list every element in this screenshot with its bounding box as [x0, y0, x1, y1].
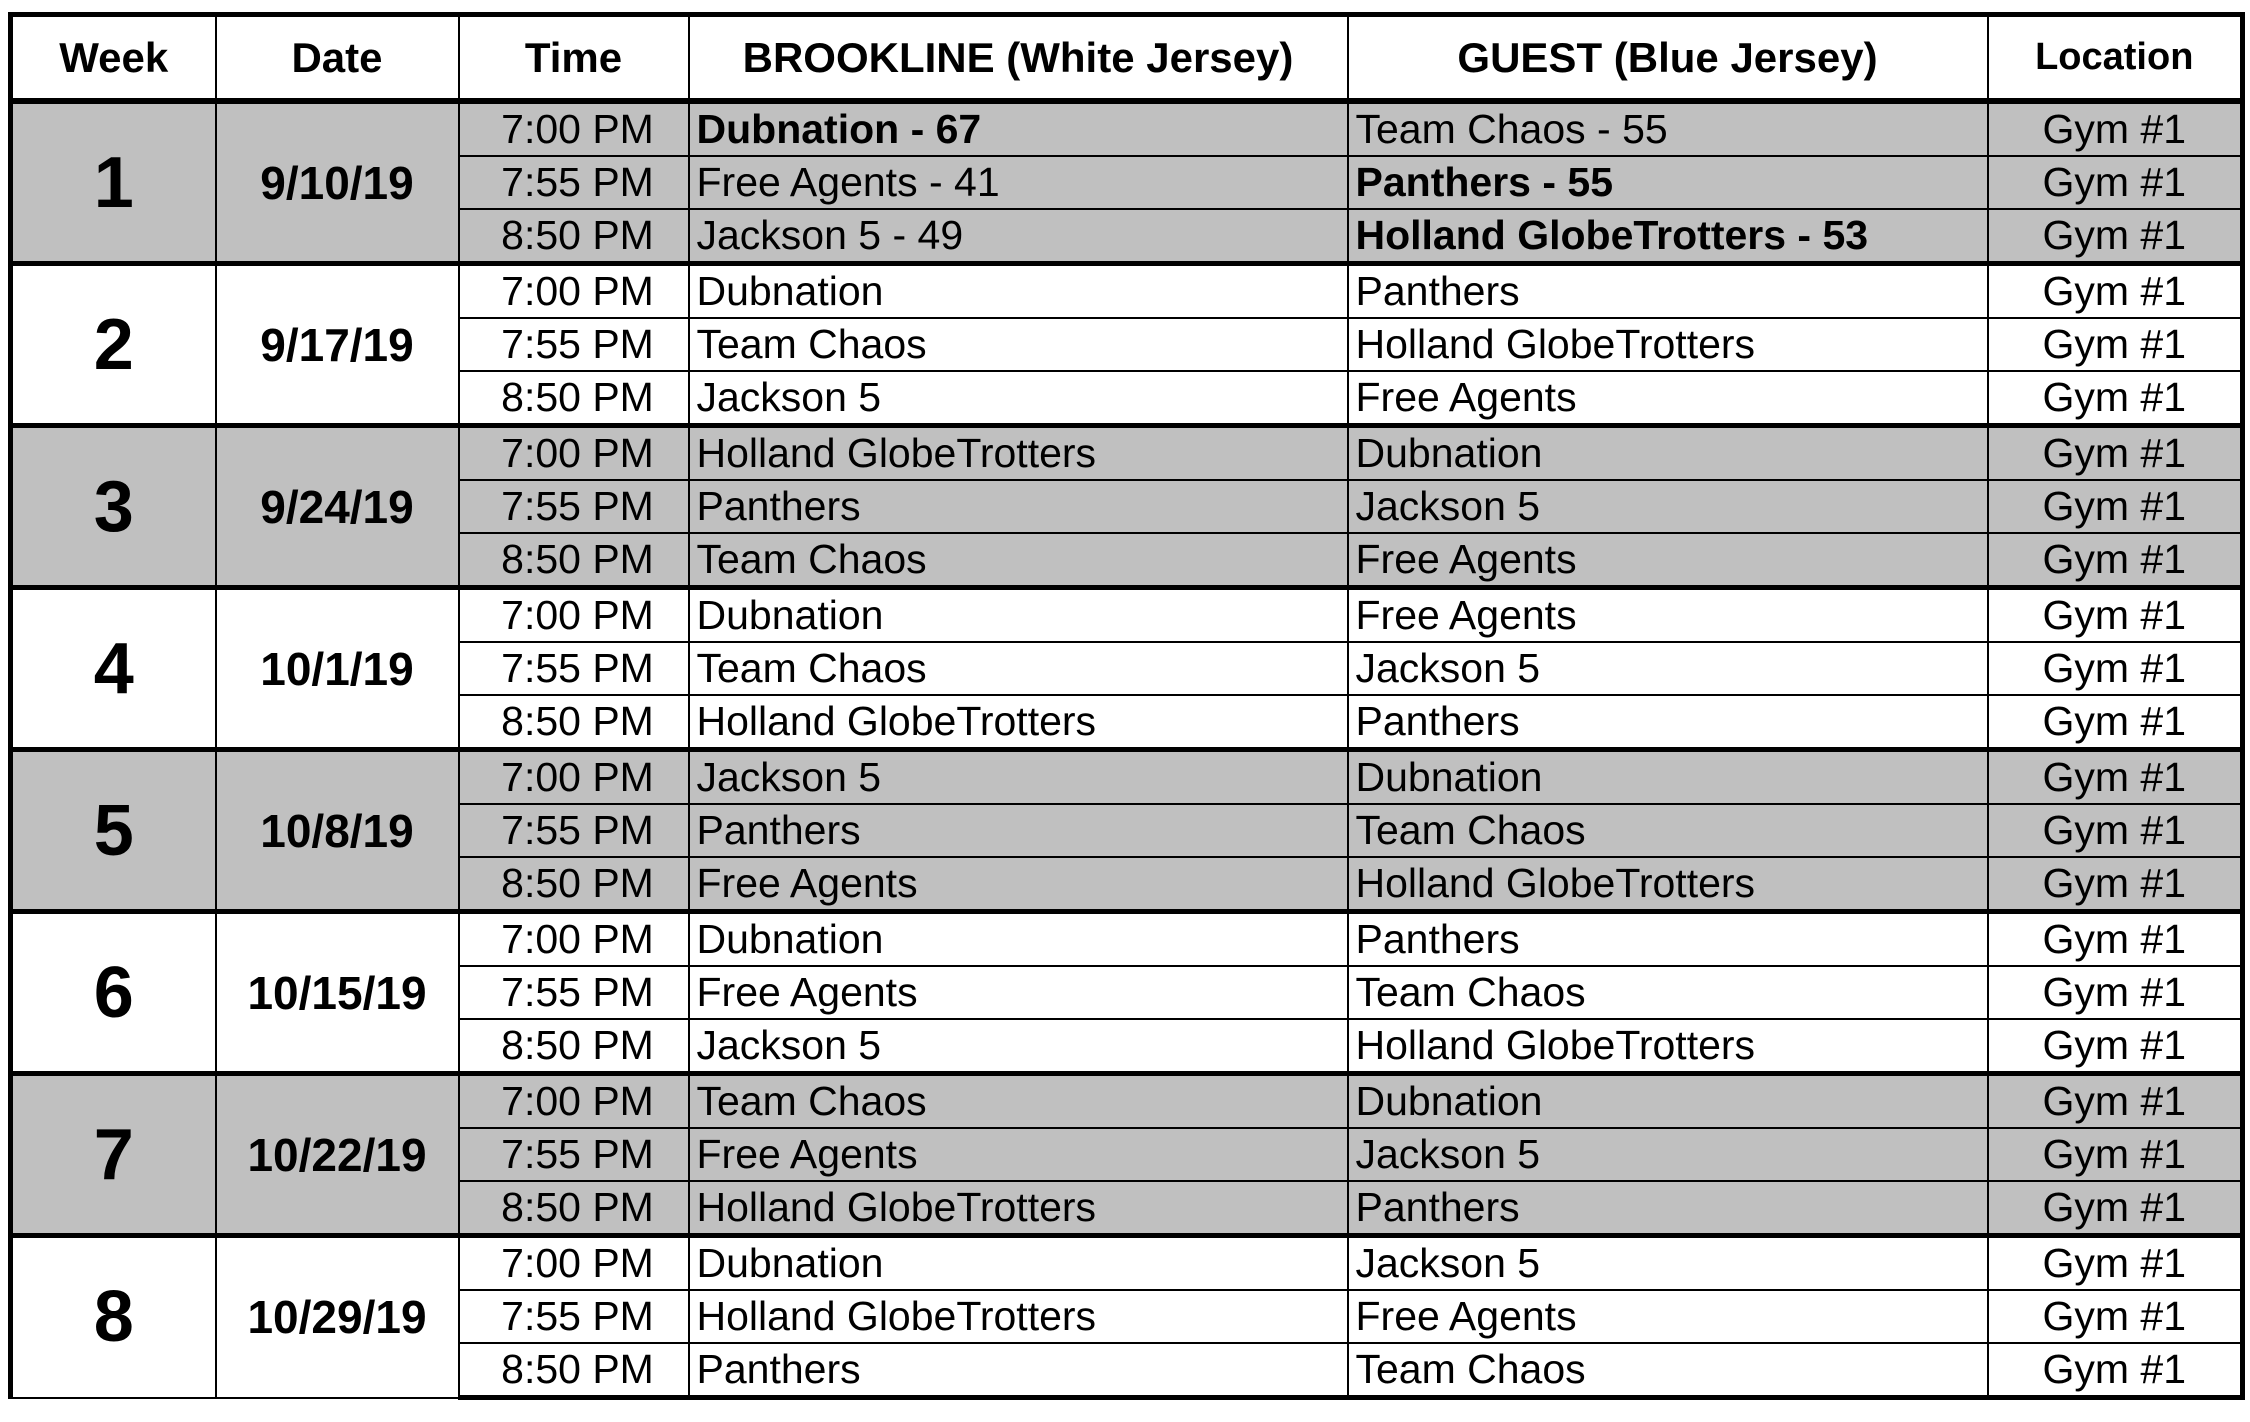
guest-team: Holland GlobeTrotters [1348, 318, 1988, 371]
home-team: Dubnation [689, 264, 1348, 319]
week-group [11, 1236, 2243, 1398]
guest-team: Free Agents [1348, 533, 1988, 588]
week-group [11, 264, 2243, 426]
week-group [11, 1074, 2243, 1236]
game-time: 7:00 PM [459, 426, 689, 481]
game-location: Gym #1 [1988, 588, 2243, 643]
game-date: 9/17/19 [216, 264, 459, 426]
game-location: Gym #1 [1988, 804, 2243, 857]
game-time: 8:50 PM [459, 695, 689, 750]
week-number: 1 [11, 101, 216, 264]
home-team: Holland GlobeTrotters [689, 1290, 1348, 1343]
home-team: Dubnation [689, 912, 1348, 967]
game-location: Gym #1 [1988, 966, 2243, 1019]
game-location: Gym #1 [1988, 101, 2243, 156]
guest-team: Team Chaos [1348, 804, 1988, 857]
game-time: 8:50 PM [459, 209, 689, 264]
game-time: 7:00 PM [459, 750, 689, 805]
game-row [11, 101, 2243, 156]
game-location: Gym #1 [1988, 426, 2243, 481]
game-time: 8:50 PM [459, 1181, 689, 1236]
home-team: Free Agents [689, 857, 1348, 912]
game-location: Gym #1 [1988, 1074, 2243, 1129]
guest-team: Holland GlobeTrotters [1348, 1019, 1988, 1074]
home-team: Team Chaos [689, 642, 1348, 695]
week-number: 3 [11, 426, 216, 588]
game-location: Gym #1 [1988, 1128, 2243, 1181]
header-time: Time [459, 15, 689, 102]
game-row [11, 750, 2243, 805]
game-location: Gym #1 [1988, 480, 2243, 533]
game-time: 8:50 PM [459, 1019, 689, 1074]
game-row [11, 264, 2243, 319]
game-time: 8:50 PM [459, 533, 689, 588]
guest-team: Team Chaos [1348, 966, 1988, 1019]
game-date: 10/22/19 [216, 1074, 459, 1236]
guest-team: Jackson 5 [1348, 1128, 1988, 1181]
week-number: 4 [11, 588, 216, 750]
game-row [11, 426, 2243, 481]
guest-team: Panthers [1348, 264, 1988, 319]
game-date: 10/29/19 [216, 1236, 459, 1398]
guest-team: Holland GlobeTrotters - 53 [1348, 209, 1988, 264]
game-time: 7:00 PM [459, 588, 689, 643]
week-number: 7 [11, 1074, 216, 1236]
home-team: Dubnation - 67 [689, 101, 1348, 156]
home-team: Free Agents [689, 1128, 1348, 1181]
guest-team: Dubnation [1348, 426, 1988, 481]
game-date: 9/24/19 [216, 426, 459, 588]
game-time: 7:00 PM [459, 1236, 689, 1291]
guest-team: Jackson 5 [1348, 1236, 1988, 1291]
home-team: Jackson 5 [689, 1019, 1348, 1074]
week-group [11, 426, 2243, 588]
game-row [11, 912, 2243, 967]
game-time: 7:55 PM [459, 156, 689, 209]
home-team: Holland GlobeTrotters [689, 695, 1348, 750]
guest-team: Free Agents [1348, 371, 1988, 426]
guest-team: Panthers [1348, 695, 1988, 750]
game-time: 7:55 PM [459, 804, 689, 857]
guest-team: Jackson 5 [1348, 642, 1988, 695]
game-time: 7:00 PM [459, 101, 689, 156]
home-team: Holland GlobeTrotters [689, 426, 1348, 481]
header-home-team: BROOKLINE (White Jersey) [689, 15, 1348, 102]
game-time: 8:50 PM [459, 1343, 689, 1398]
guest-team: Panthers [1348, 912, 1988, 967]
guest-team: Team Chaos [1348, 1343, 1988, 1398]
header-date: Date [216, 15, 459, 102]
home-team: Dubnation [689, 588, 1348, 643]
header-row [11, 15, 2243, 102]
home-team: Jackson 5 - 49 [689, 209, 1348, 264]
header-week: Week [11, 15, 216, 102]
game-row [11, 588, 2243, 643]
game-time: 8:50 PM [459, 371, 689, 426]
header-guest-team: GUEST (Blue Jersey) [1348, 15, 1988, 102]
home-team: Holland GlobeTrotters [689, 1181, 1348, 1236]
game-time: 7:00 PM [459, 1074, 689, 1129]
game-time: 7:00 PM [459, 912, 689, 967]
guest-team: Free Agents [1348, 1290, 1988, 1343]
game-location: Gym #1 [1988, 209, 2243, 264]
week-group [11, 101, 2243, 264]
game-location: Gym #1 [1988, 1181, 2243, 1236]
guest-team: Free Agents [1348, 588, 1988, 643]
schedule-header [11, 15, 2243, 102]
game-location: Gym #1 [1988, 857, 2243, 912]
week-number: 2 [11, 264, 216, 426]
game-date: 10/1/19 [216, 588, 459, 750]
game-time: 7:55 PM [459, 318, 689, 371]
week-number: 8 [11, 1236, 216, 1398]
home-team: Panthers [689, 1343, 1348, 1398]
game-location: Gym #1 [1988, 156, 2243, 209]
game-date: 10/8/19 [216, 750, 459, 912]
home-team: Panthers [689, 480, 1348, 533]
game-date: 9/10/19 [216, 101, 459, 264]
game-location: Gym #1 [1988, 695, 2243, 750]
guest-team: Panthers - 55 [1348, 156, 1988, 209]
game-time: 7:55 PM [459, 642, 689, 695]
game-location: Gym #1 [1988, 1343, 2243, 1398]
week-group [11, 750, 2243, 912]
game-location: Gym #1 [1988, 642, 2243, 695]
game-time: 7:55 PM [459, 1128, 689, 1181]
schedule-table [8, 12, 2245, 1400]
guest-team: Dubnation [1348, 1074, 1988, 1129]
week-number: 5 [11, 750, 216, 912]
week-group [11, 912, 2243, 1074]
game-location: Gym #1 [1988, 1290, 2243, 1343]
home-team: Team Chaos [689, 533, 1348, 588]
game-row [11, 1074, 2243, 1129]
game-location: Gym #1 [1988, 318, 2243, 371]
game-location: Gym #1 [1988, 1019, 2243, 1074]
week-number: 6 [11, 912, 216, 1074]
home-team: Free Agents - 41 [689, 156, 1348, 209]
week-group [11, 588, 2243, 750]
guest-team: Team Chaos - 55 [1348, 101, 1988, 156]
game-time: 7:55 PM [459, 1290, 689, 1343]
guest-team: Holland GlobeTrotters [1348, 857, 1988, 912]
game-location: Gym #1 [1988, 1236, 2243, 1291]
game-row [11, 1236, 2243, 1291]
home-team: Panthers [689, 804, 1348, 857]
guest-team: Panthers [1348, 1181, 1988, 1236]
header-location: Location [1988, 15, 2243, 102]
game-location: Gym #1 [1988, 750, 2243, 805]
game-time: 7:00 PM [459, 264, 689, 319]
game-time: 7:55 PM [459, 966, 689, 1019]
guest-team: Jackson 5 [1348, 480, 1988, 533]
home-team: Jackson 5 [689, 371, 1348, 426]
home-team: Team Chaos [689, 318, 1348, 371]
guest-team: Dubnation [1348, 750, 1988, 805]
game-location: Gym #1 [1988, 533, 2243, 588]
home-team: Jackson 5 [689, 750, 1348, 805]
game-location: Gym #1 [1988, 264, 2243, 319]
game-time: 7:55 PM [459, 480, 689, 533]
game-date: 10/15/19 [216, 912, 459, 1074]
home-team: Team Chaos [689, 1074, 1348, 1129]
game-location: Gym #1 [1988, 912, 2243, 967]
game-location: Gym #1 [1988, 371, 2243, 426]
home-team: Free Agents [689, 966, 1348, 1019]
game-time: 8:50 PM [459, 857, 689, 912]
home-team: Dubnation [689, 1236, 1348, 1291]
